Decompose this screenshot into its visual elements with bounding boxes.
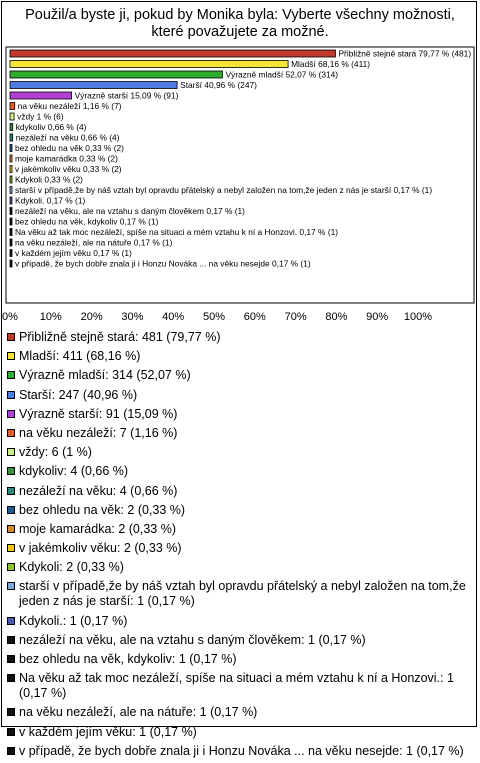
legend-item bbox=[7, 503, 469, 518]
bar bbox=[10, 218, 12, 225]
legend-swatch bbox=[7, 728, 15, 736]
legend-swatch bbox=[7, 506, 15, 514]
legend-swatch bbox=[7, 582, 15, 590]
legend-item bbox=[7, 349, 469, 364]
legend-swatch bbox=[7, 391, 15, 399]
legend-label: nezáleží na věku: 4 (0,66 %) bbox=[19, 483, 178, 498]
bar bbox=[10, 103, 15, 110]
bar-label: v každém jejím věku 0,17 % (1) bbox=[15, 248, 132, 258]
legend-swatch bbox=[7, 563, 15, 571]
legend-swatch bbox=[7, 467, 15, 475]
legend-label: na věku nezáleží, ale na nátuře: 1 (0,17 %) bbox=[19, 705, 258, 720]
bar bbox=[10, 134, 13, 141]
bar bbox=[10, 239, 12, 246]
legend-swatch bbox=[7, 525, 15, 533]
bar bbox=[10, 50, 335, 57]
x-tick-label: 20% bbox=[80, 311, 103, 323]
bar bbox=[10, 61, 288, 68]
x-tick-label: 30% bbox=[121, 311, 144, 323]
legend-label: nezáleží na věku, ale na vztahu s daným člověkem: 1 (0,17 %) bbox=[19, 632, 366, 647]
x-tick-label: 10% bbox=[39, 311, 62, 323]
bar-label: Kdykoli. 0,17 % (1) bbox=[15, 195, 86, 206]
bar-label: Výrazně starší 15,09 % (91) bbox=[74, 90, 179, 101]
legend-label: v případě, že bych dobře znala ji i Honzu Nováka ... na věku nesejde: 1 (0,17 %) bbox=[19, 743, 464, 758]
legend-label: Mladší: 411 (68,16 %) bbox=[19, 349, 141, 364]
legend-item bbox=[7, 560, 469, 575]
legend-swatch bbox=[7, 617, 15, 625]
legend-swatch bbox=[7, 708, 15, 716]
bar bbox=[10, 155, 12, 162]
legend-swatch bbox=[7, 544, 15, 552]
bar-label: moje kamarádka 0,33 % (2) bbox=[15, 153, 118, 164]
bar bbox=[10, 92, 72, 99]
x-tick-label: 40% bbox=[162, 311, 185, 323]
bar-label: na věku nezáleží, ale na nátuře 0,17 % (1) bbox=[15, 237, 173, 248]
x-tick-label: 100% bbox=[403, 311, 433, 323]
bar-label: Starší 40,96 % (247) bbox=[180, 80, 257, 90]
legend-item bbox=[7, 725, 469, 740]
legend-label: bez ohledu na věk, kdykoliv: 1 (0,17 %) bbox=[19, 652, 237, 666]
legend-item bbox=[7, 464, 469, 479]
legend-label: Kdykoli.: 1 (0,17 %) bbox=[19, 613, 128, 628]
bar-label: vždy 1 % (6) bbox=[17, 111, 64, 122]
bar-label: Mladší 68,16 % (411) bbox=[291, 59, 371, 69]
bar bbox=[10, 260, 12, 267]
bar-label: v případě, že bych dobře znala ji i Honzu Nováka ... na věku nesejde 0,17 % (1) bbox=[15, 258, 311, 269]
legend-label: Výrazně starší: 91 (15,09 %) bbox=[19, 406, 178, 421]
legend-swatch bbox=[7, 487, 15, 495]
bar-label: kdykoliv 0,66 % (4) bbox=[15, 122, 87, 132]
legend-label: kdykoliv: 4 (0,66 %) bbox=[19, 464, 129, 479]
legend-swatch bbox=[7, 352, 15, 360]
legend-swatch bbox=[7, 371, 15, 379]
bar bbox=[10, 145, 12, 152]
legend-label: vždy: 6 (1 %) bbox=[19, 445, 92, 460]
bar-label: bez ohledu na věk, kdykoliv 0,17 % (1) bbox=[15, 216, 159, 227]
bar bbox=[10, 229, 12, 236]
bar bbox=[10, 113, 14, 120]
legend-item bbox=[7, 579, 469, 609]
legend-label: starší v případě,že by náš vztah byl opravdu přátelský a nebyl založen na tom,že jeden z nás je starší: 1 (0,17 %) bbox=[19, 579, 466, 609]
bar bbox=[10, 208, 12, 215]
legend-item bbox=[7, 330, 469, 345]
bar bbox=[10, 197, 12, 204]
x-tick-label: 0% bbox=[2, 311, 18, 323]
bar-label: Přibližně stejně stará 79,77 % (481) bbox=[338, 48, 472, 59]
legend-swatch bbox=[7, 410, 15, 418]
x-tick-label: 90% bbox=[366, 311, 389, 323]
x-tick-label: 50% bbox=[202, 311, 226, 323]
bar-label: Výrazně mladší 52,07 % (314) bbox=[225, 69, 339, 80]
legend-item bbox=[7, 671, 469, 701]
bar-label: v jakémkoliv věku 0,33 % (2) bbox=[15, 164, 122, 174]
bar-label: nezáleží na věku 0,66 % (4) bbox=[15, 132, 120, 143]
legend-label: v každém jejím věku: 1 (0,17 %) bbox=[19, 724, 197, 739]
legend-item bbox=[7, 388, 469, 403]
legend-item bbox=[7, 522, 469, 537]
x-tick-label: 60% bbox=[243, 311, 266, 323]
legend-label: Výrazně mladší: 314 (52,07 %) bbox=[19, 368, 191, 383]
bar bbox=[10, 71, 222, 78]
legend-label: v jakémkoliv věku: 2 (0,33 %) bbox=[19, 541, 182, 556]
legend-label: Na věku až tak moc nezáleží, spíše na situaci a mém vztahu k ní a Honzovi.: 1 (0,17 %) bbox=[19, 671, 454, 701]
legend-label: Přibližně stejně stará: 481 (79,77 %) bbox=[19, 330, 221, 344]
legend-item bbox=[7, 541, 469, 556]
bar-label: starší v případě,že by náš vztah byl opravdu přátelský a nebyl založen na tom,že jeden z nás je starší 0,17 % (1) bbox=[15, 185, 433, 195]
legend-swatch bbox=[7, 429, 15, 437]
legend-label: Kdykoli: 2 (0,33 %) bbox=[19, 560, 124, 575]
legend-item bbox=[7, 426, 469, 441]
bar bbox=[10, 250, 12, 257]
legend-item bbox=[7, 407, 469, 422]
bar bbox=[10, 166, 12, 173]
bar-label: Kdykoli 0,33 % (2) bbox=[15, 174, 83, 185]
legend-swatch bbox=[7, 636, 15, 644]
bar bbox=[10, 176, 12, 183]
legend-item bbox=[7, 705, 469, 720]
legend-item bbox=[7, 744, 469, 759]
legend-swatch bbox=[7, 333, 15, 341]
bar bbox=[10, 187, 12, 194]
legend-item bbox=[7, 633, 469, 648]
bar bbox=[10, 124, 13, 131]
legend-item bbox=[7, 368, 469, 383]
bar-label: bez ohledu na věk 0,33 % (2) bbox=[15, 143, 124, 153]
legend-label: moje kamarádka: 2 (0,33 %) bbox=[19, 521, 177, 536]
chart-legend bbox=[7, 330, 469, 763]
bar-label: na věku nezáleží 1,16 % (7) bbox=[17, 101, 122, 111]
legend-item bbox=[7, 614, 469, 629]
bar bbox=[10, 82, 177, 89]
bar-label: nezáleží na věku, ale na vztahu s daným člověkem 0,17 % (1) bbox=[15, 206, 245, 216]
legend-item bbox=[7, 652, 469, 667]
bar-chart bbox=[0, 0, 480, 330]
x-tick-label: 70% bbox=[284, 311, 307, 323]
legend-label: bez ohledu na věk: 2 (0,33 %) bbox=[19, 502, 186, 517]
legend-label: Starší: 247 (40,96 %) bbox=[19, 387, 138, 402]
chart-title: Použil/a byste ji, pokud by Monika byla: Vyberte všechny možnosti, které považujete za možné. bbox=[25, 7, 455, 40]
legend-item bbox=[7, 445, 469, 460]
legend-item bbox=[7, 484, 469, 499]
legend-label: na věku nezáleží: 7 (1,16 %) bbox=[19, 425, 178, 440]
legend-swatch bbox=[7, 448, 15, 456]
x-tick-label: 80% bbox=[325, 311, 348, 323]
legend-swatch bbox=[7, 655, 15, 663]
legend-swatch bbox=[7, 747, 15, 755]
legend-swatch bbox=[7, 674, 15, 682]
bar-label: Na věku až tak moc nezáleží, spíše na situaci a mém vztahu k ní a Honzovi. 0,17 % (1) bbox=[15, 227, 339, 237]
